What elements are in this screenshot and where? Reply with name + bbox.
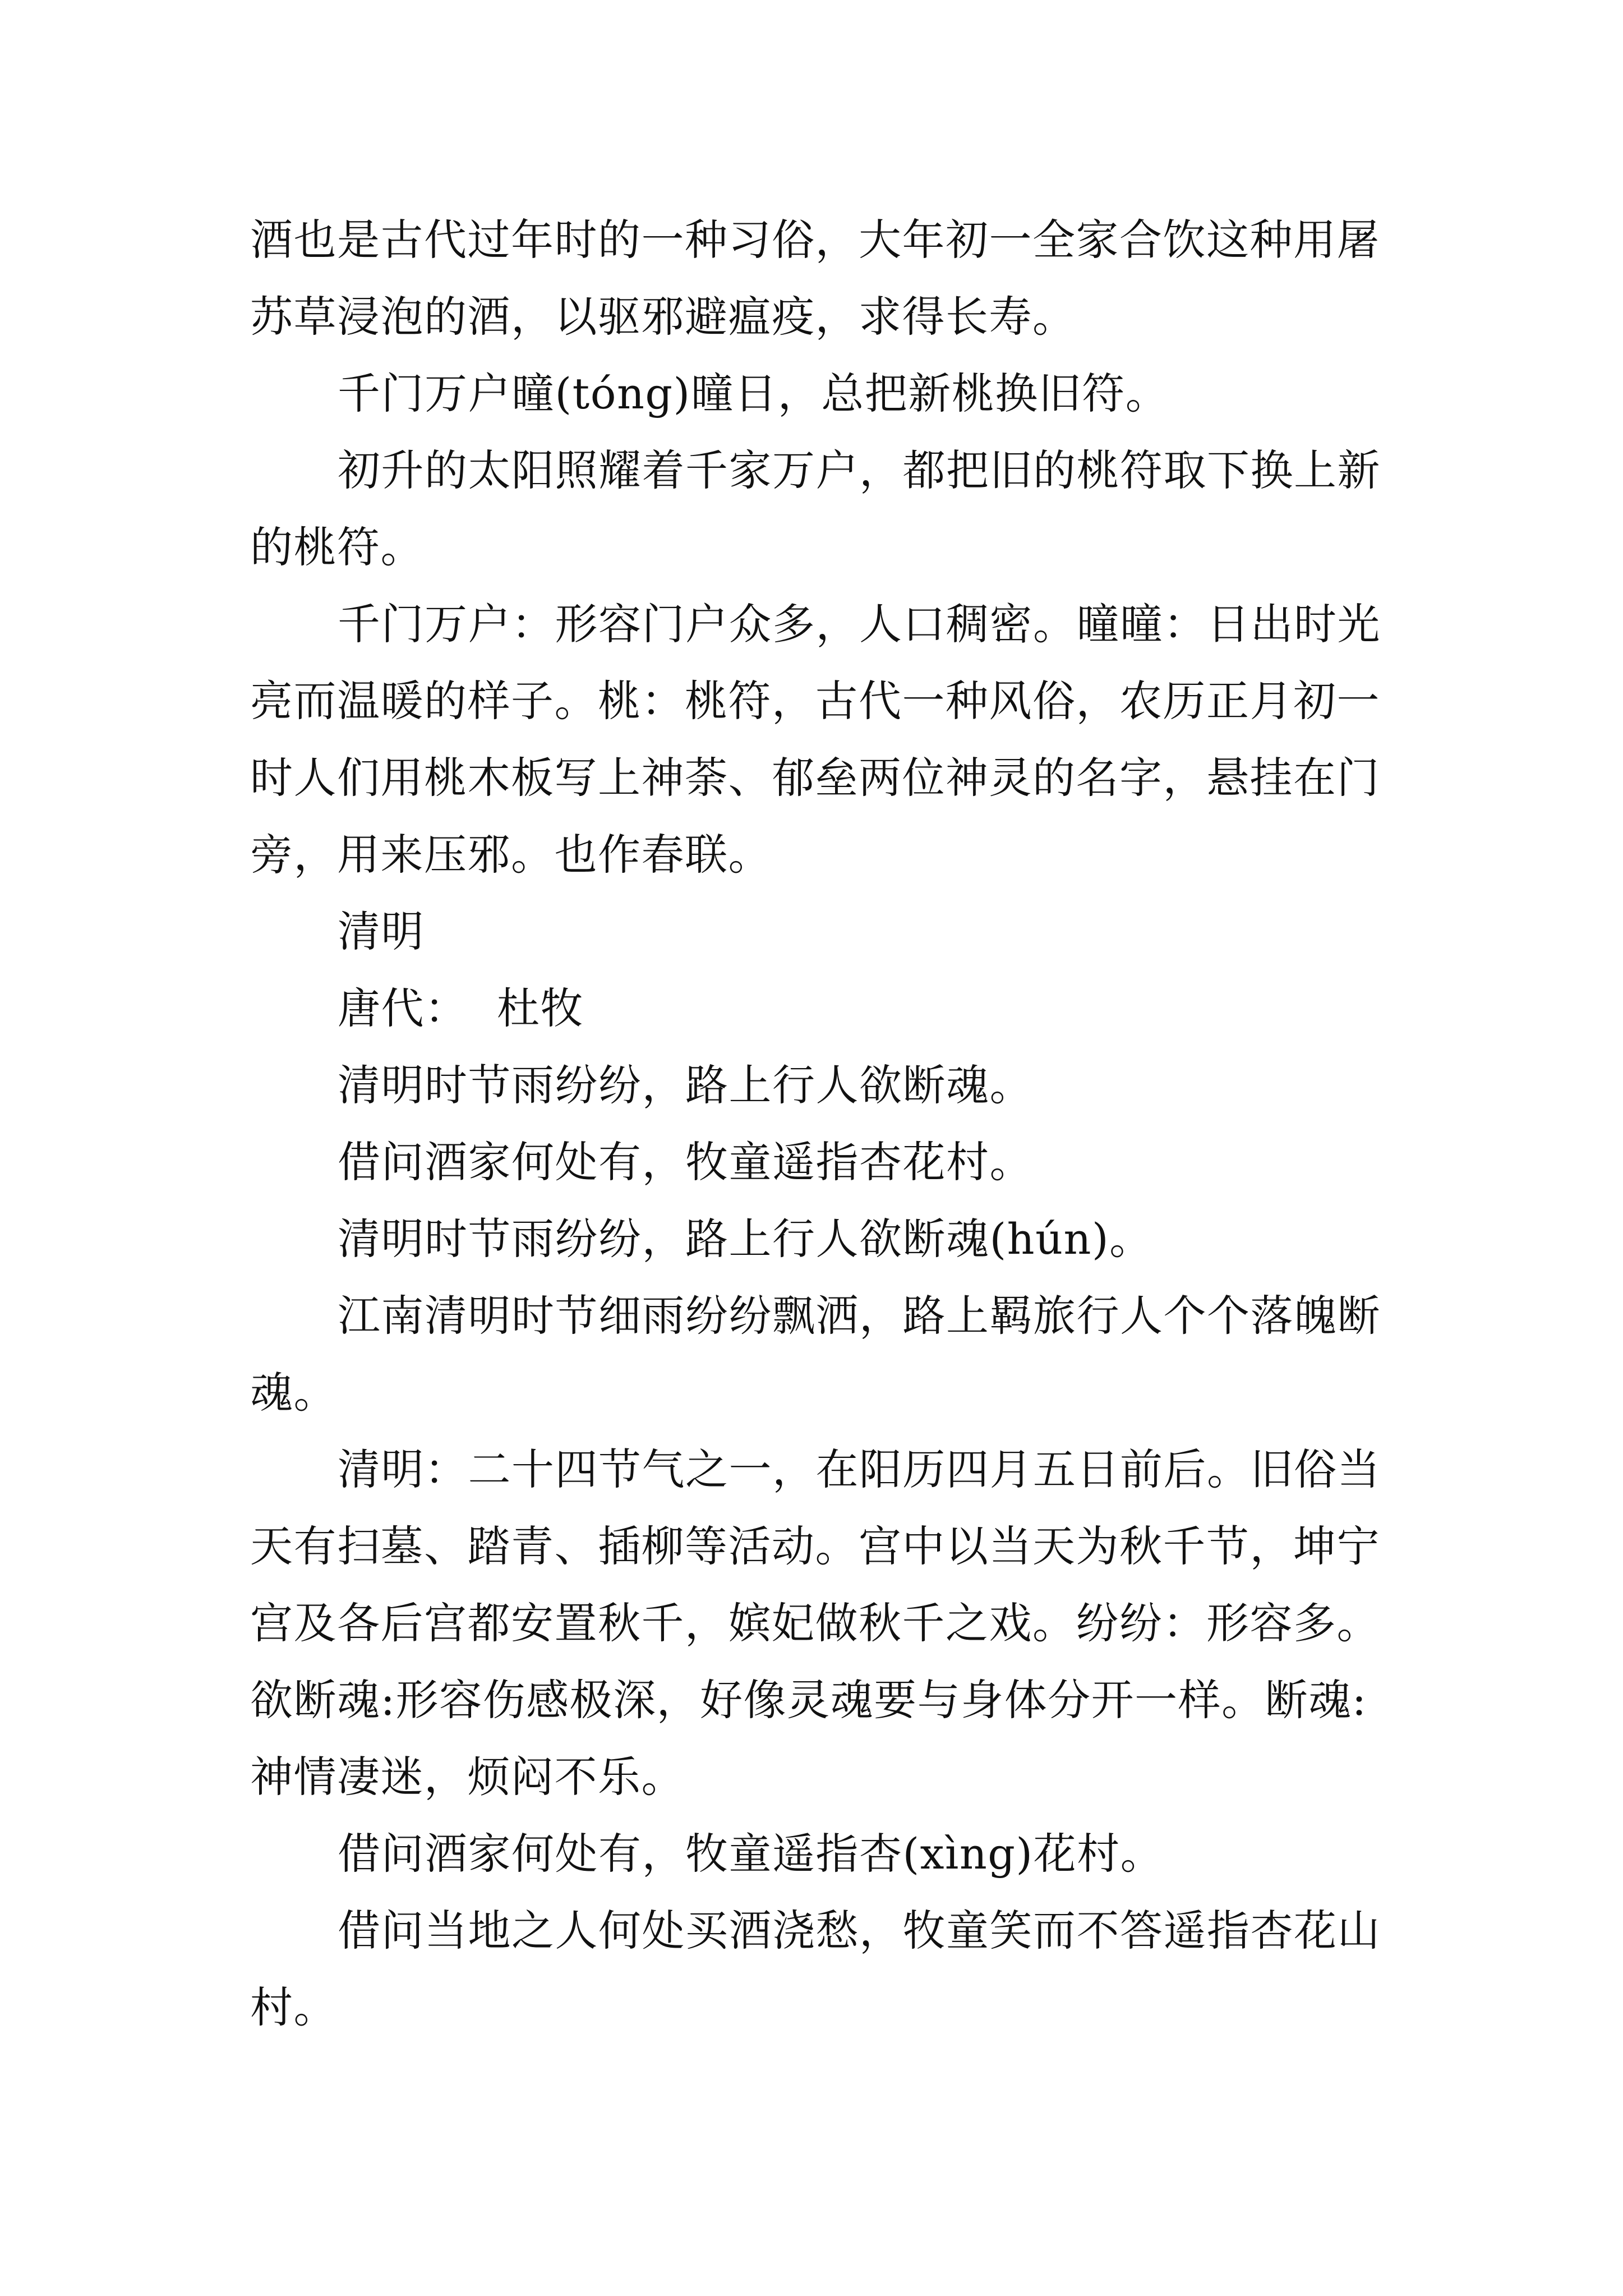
text-line: 初升的太阳照耀着千家万户，都把旧的桃符取下换上新 [338,445,1381,495]
poem-author [250,970,1484,1047]
text-line: 苏草浸泡的酒，以驱邪避瘟疫，求得长寿。 [250,292,1076,342]
poem-title [250,893,1484,970]
text-line: 清明时节雨纷纷，路上行人欲断魂(hún)。 [338,1214,1153,1264]
poem-line [250,355,1484,432]
text-line: 清明时节雨纷纷，路上行人欲断魂。 [338,1060,1033,1110]
text-line: 村。 [250,1982,337,2032]
text-line: 魂。 [250,1368,337,1418]
text-line: 千门万户：形容门户众多，人口稠密。曈曈：日出时光 [338,599,1381,649]
annotation-paragraph [250,586,1484,893]
text-line: 的桃符。 [250,522,424,572]
annotation-paragraph [250,1431,1484,1815]
poem-line [250,1124,1484,1200]
text-line: 亮而温暖的样子。桃：桃符，古代一种风俗，农历正月初一 [250,676,1380,726]
text-line: 时人们用桃木板写上神荼、郁垒两位神灵的名字，悬挂在门 [250,753,1380,803]
text-line: 旁，用来压邪。也作春联。 [250,830,772,880]
text-line: 清明：二十四节气之一，在阳历四月五日前后。旧俗当 [338,1444,1381,1494]
translation-paragraph [250,432,1484,586]
text-line: 天有扫墓、踏青、插柳等活动。宫中以当天为秋千节，坤宁 [250,1521,1380,1571]
text-line: 千门万户曈(tóng)曈日，总把新桃换旧符。 [338,369,1169,418]
text-line: 唐代： 杜牧 [338,983,584,1033]
text-line: 神情凄迷，烦闷不乐。 [250,1752,685,1802]
text-line: 宫及各后宫都安置秋千，嫔妃做秋千之戏。纷纷：形容多。 [250,1598,1380,1648]
poem-line [250,1200,1484,1277]
document-body [250,201,1484,2046]
translation-paragraph [250,1892,1484,2046]
text-line: 酒也是古代过年时的一种习俗，大年初一全家合饮这种用屠 [250,215,1380,265]
translation-paragraph [250,1277,1484,1431]
text-line: 借问酒家何处有，牧童遥指杏花村。 [338,1137,1033,1187]
text-line: 借问当地之人何处买酒浇愁，牧童笑而不答遥指杏花山 [338,1906,1381,1955]
paragraph-continuation [250,201,1484,355]
text-line: 借问酒家何处有，牧童遥指杏(xìng)花村。 [338,1829,1164,1879]
poem-line [250,1815,1484,1892]
poem-line [250,1047,1484,1124]
text-line: 清明 [338,907,425,956]
text-line: 江南清明时节细雨纷纷飘洒，路上羁旅行人个个落魄断 [338,1291,1381,1341]
text-line: 欲断魂:形容伤感极深，好像灵魂要与身体分开一样。断魂: [250,1675,1367,1725]
